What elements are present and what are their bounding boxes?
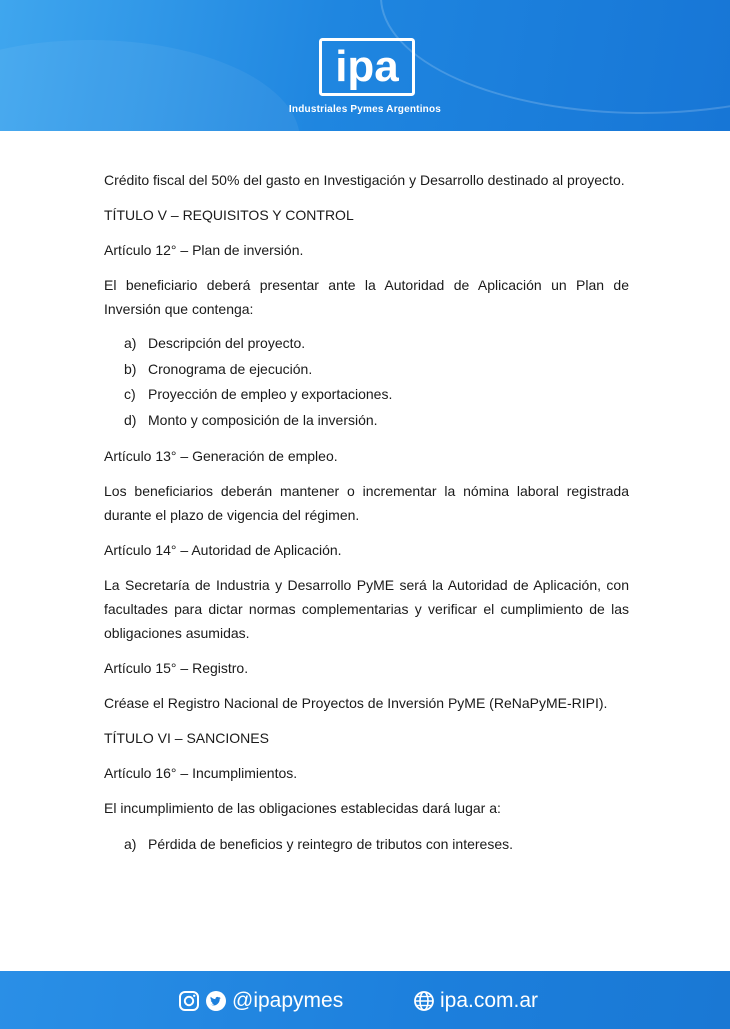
page-header	[0, 0, 730, 131]
social-handle[interactable]: @ipapymes	[232, 989, 344, 1012]
ipa-logo	[319, 38, 415, 96]
document-body	[104, 168, 629, 858]
list-item: b) Cronograma de ejecución.	[124, 360, 313, 377]
paragraph-plan-inversion: El beneficiario deberá presentar ante la Autoridad de Aplicación un Plan de Inversión que contenga:	[104, 277, 629, 317]
article-14-heading: Artículo 14° – Autoridad de Aplicación.	[104, 542, 342, 558]
instagram-icon	[178, 990, 200, 1012]
paragraph-empleo: Los beneficiarios deberán mantener o incrementar la nómina laboral registrada durante el plazo de vigencia del régimen.	[104, 483, 629, 523]
plan-requirements-list	[104, 331, 629, 433]
twitter-icon	[205, 990, 227, 1012]
header-decoration	[380, 0, 730, 114]
website-link[interactable]: ipa.com.ar	[440, 989, 539, 1012]
article-15-heading: Artículo 15° – Registro.	[104, 660, 249, 676]
article-16-heading: Artículo 16° – Incumplimientos.	[104, 765, 298, 781]
social-contact	[178, 989, 343, 1013]
globe-icon	[413, 990, 435, 1012]
paragraph-autoridad: La Secretaría de Industria y Desarrollo PyME será la Autoridad de Aplicación, con facultades para dictar normas complementarias y verificar el cumplimiento de las obligaciones asumidas.	[104, 577, 629, 641]
article-13-heading: Artículo 13° – Generación de empleo.	[104, 448, 338, 464]
paragraph-incumplimiento: El incumplimiento de las obligaciones establecidas dará lugar a:	[104, 800, 501, 816]
paragraph-credito-fiscal: Crédito fiscal del 50% del gasto en Investigación y Desarrollo destinado al proyecto.	[104, 172, 625, 188]
title-v: TÍTULO V – REQUISITOS Y CONTROL	[104, 207, 354, 223]
article-12-heading: Artículo 12° – Plan de inversión.	[104, 242, 304, 258]
paragraph-registro: Créase el Registro Nacional de Proyectos de Inversión PyME (ReNaPyME-RIPI).	[104, 695, 608, 711]
header-decoration-shade	[0, 40, 300, 131]
list-item: a) Descripción del proyecto.	[124, 335, 306, 351]
website-contact	[413, 989, 538, 1013]
list-item: d) Monto y composición de la inversión.	[124, 411, 378, 428]
page-footer	[0, 971, 730, 1029]
sanctions-list	[104, 832, 629, 858]
logo-text: ipa	[335, 42, 399, 91]
header-tagline: Industriales Pymes Argentinos	[288, 104, 442, 115]
list-item: a) Pérdida de beneficios y reintegro de tributos con intereses.	[124, 836, 513, 852]
list-item: c) Proyección de empleo y exportaciones.	[124, 386, 393, 402]
title-vi: TÍTULO VI – SANCIONES	[104, 730, 269, 746]
